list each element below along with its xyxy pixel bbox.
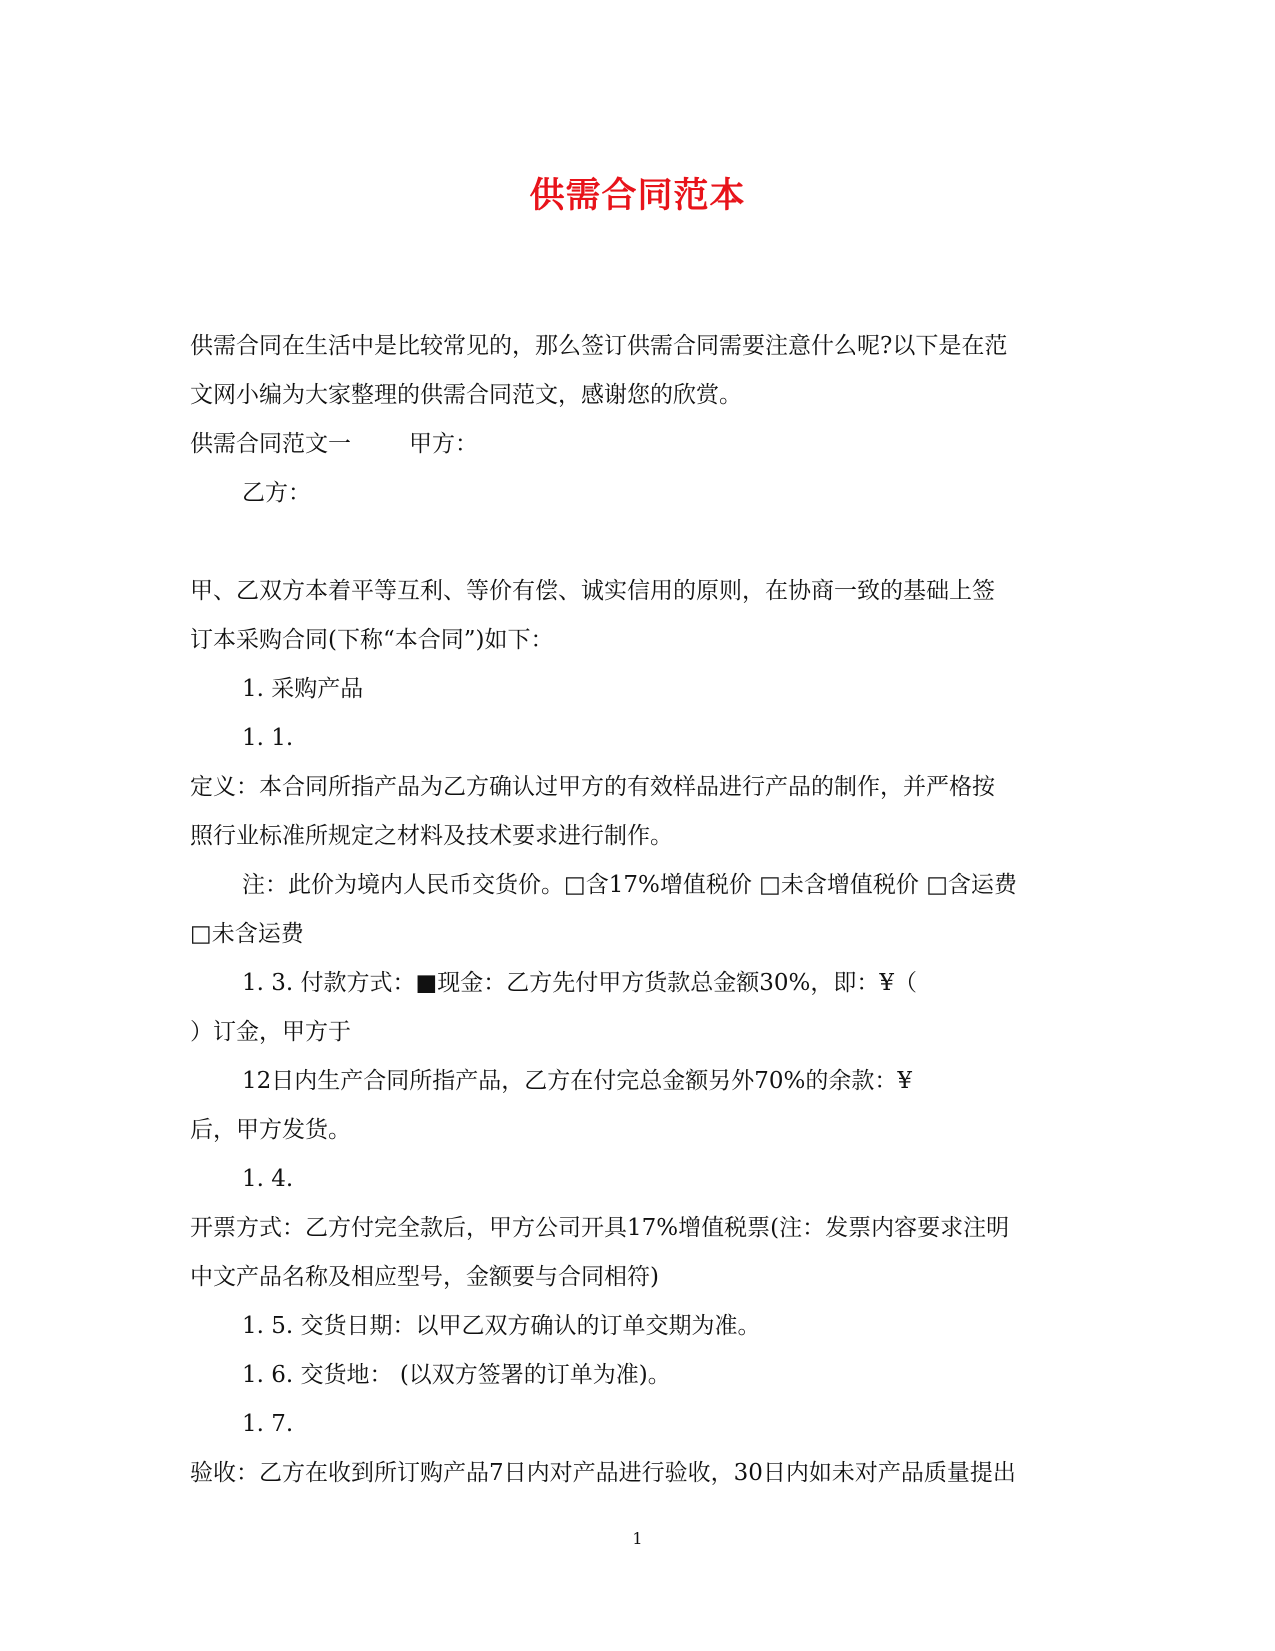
section-1-3-line-3: 12日内生产合同所指产品，乙方在付完总金额另外70%的余款：¥	[242, 1068, 913, 1094]
section-1-3-line-4: 后，甲方发货。	[190, 1117, 351, 1143]
document-body	[190, 322, 1075, 1498]
intro-line-1: 供需合同在生活中是比较常见的，那么签订供需合同需要注意什么呢?以下是在范	[190, 333, 1008, 359]
section-1-6: 1. 6. 交货地： (以双方签署的订单为准)。	[242, 1362, 671, 1388]
preamble-line-1: 甲、乙双方本着平等互利、等价有偿、诚实信用的原则，在协商一致的基础上签	[190, 578, 995, 604]
party-b-label: 乙方：	[242, 480, 311, 506]
section-1-1-line-2: 照行业标准所规定之材料及技术要求进行制作。	[190, 823, 673, 849]
section-1-1-number: 1. 1.	[242, 725, 294, 751]
party-a-label: 甲方：	[409, 431, 478, 457]
page-number: 1	[632, 1529, 643, 1548]
blank-gap	[190, 518, 1075, 567]
section-1-4-number: 1. 4.	[242, 1166, 294, 1192]
section-1-7-number: 1. 7.	[242, 1411, 294, 1437]
sample-heading-line	[190, 420, 1075, 469]
section-1-3-line-2: ）订金，甲方于	[190, 1019, 351, 1045]
section-1-7-line-1: 验收：乙方在收到所订购产品7日内对产品进行验收，30日内如未对产品质量提出	[190, 1460, 1016, 1486]
section-1-3-line-1: 1. 3. 付款方式：■现金：乙方先付甲方货款总金额30%，即：¥（	[242, 970, 917, 996]
section-1-4-line-2: 中文产品名称及相应型号，金额要与合同相符)	[190, 1264, 659, 1290]
preamble-line-2: 订本采购合同(下称“本合同”)如下：	[190, 627, 554, 653]
price-note-line-1: 注：此价为境内人民币交货价。□含17%增值税价 □未含增值税价 □含运费	[242, 872, 1017, 898]
section-1-4-line-1: 开票方式：乙方付完全款后，甲方公司开具17%增值税票(注：发票内容要求注明	[190, 1215, 1010, 1241]
section-1-5: 1. 5. 交货日期：以甲乙双方确认的订单交期为准。	[242, 1313, 761, 1339]
section-1-1-line-1: 定义：本合同所指产品为乙方确认过甲方的有效样品进行产品的制作，并严格按	[190, 774, 995, 800]
intro-line-2: 文网小编为大家整理的供需合同范文，感谢您的欣赏。	[190, 382, 742, 408]
section-1-heading: 1. 采购产品	[242, 676, 364, 702]
price-note-line-2: □未含运费	[190, 921, 304, 947]
sample-label: 供需合同范文一	[190, 431, 351, 457]
document-title: 供需合同范本	[529, 175, 746, 216]
